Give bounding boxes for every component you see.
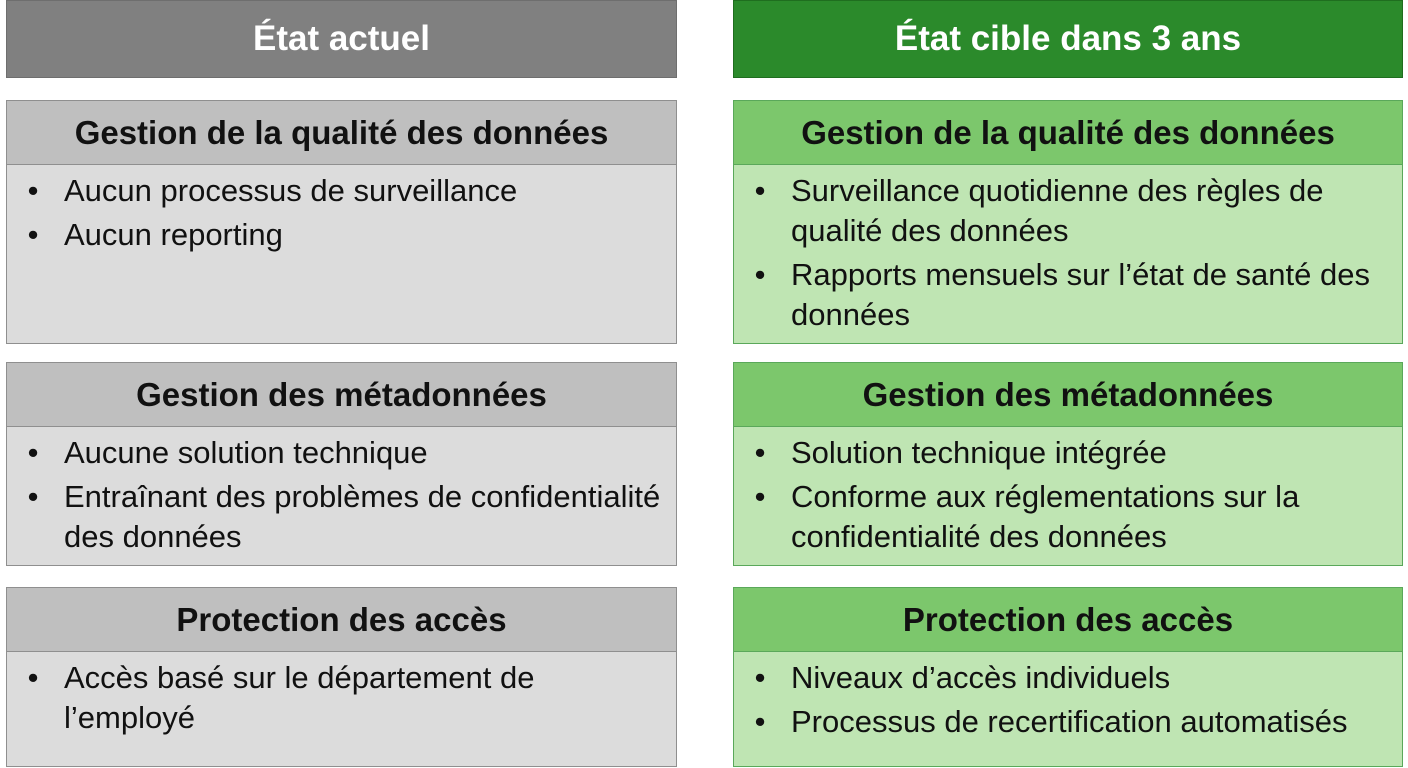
list-item: • Aucun reporting xyxy=(17,215,666,255)
section-body xyxy=(734,427,1402,565)
target-access-protection-section xyxy=(733,587,1403,767)
section-title: Protection des accès xyxy=(734,588,1402,652)
section-body xyxy=(734,165,1402,343)
target-metadata-section xyxy=(733,362,1403,566)
section-title: Gestion des métadonnées xyxy=(7,363,676,427)
current-metadata-section xyxy=(6,362,677,566)
list-item: • Niveaux d’accès individuels xyxy=(744,658,1392,698)
target-state-column xyxy=(733,0,1403,739)
list-item: • Aucun processus de surveillance xyxy=(17,171,666,211)
list-item: • Aucune solution technique xyxy=(17,433,666,473)
section-title: Gestion des métadonnées xyxy=(734,363,1402,427)
section-body xyxy=(7,165,676,343)
bullet-icon: • xyxy=(27,479,39,514)
section-title: Gestion de la qualité des données xyxy=(734,101,1402,165)
bullet-icon: • xyxy=(27,660,39,695)
list-item: • Solution technique intégrée xyxy=(744,433,1392,473)
list-item: • Surveillance quotidienne des règles de qualité des données xyxy=(744,171,1392,251)
target-state-header: État cible dans 3 ans xyxy=(733,0,1403,78)
list-item: • Rapports mensuels sur l’état de santé des données xyxy=(744,255,1392,335)
target-data-quality-section xyxy=(733,100,1403,344)
section-title: Gestion de la qualité des données xyxy=(7,101,676,165)
bullet-icon: • xyxy=(27,173,39,208)
section-body xyxy=(7,427,676,565)
list-item: • Entraînant des problèmes de confidentialité des données xyxy=(17,477,666,557)
section-body xyxy=(7,652,676,766)
section-title: Protection des accès xyxy=(7,588,676,652)
bullet-icon: • xyxy=(27,217,39,252)
current-state-column xyxy=(6,0,677,735)
current-data-quality-section xyxy=(6,100,677,344)
bullet-icon: • xyxy=(754,704,766,739)
bullet-icon: • xyxy=(754,435,766,470)
bullet-icon: • xyxy=(27,435,39,470)
list-item: • Conforme aux réglementations sur la confidentialité des données xyxy=(744,477,1392,557)
current-access-protection-section xyxy=(6,587,677,767)
bullet-icon: • xyxy=(754,173,766,208)
bullet-icon: • xyxy=(754,257,766,292)
section-body xyxy=(734,652,1402,766)
list-item: • Accès basé sur le département de l’employé xyxy=(17,658,666,738)
list-item: • Processus de recertification automatisés xyxy=(744,702,1392,742)
bullet-icon: • xyxy=(754,479,766,514)
bullet-icon: • xyxy=(754,660,766,695)
current-state-header: État actuel xyxy=(6,0,677,78)
